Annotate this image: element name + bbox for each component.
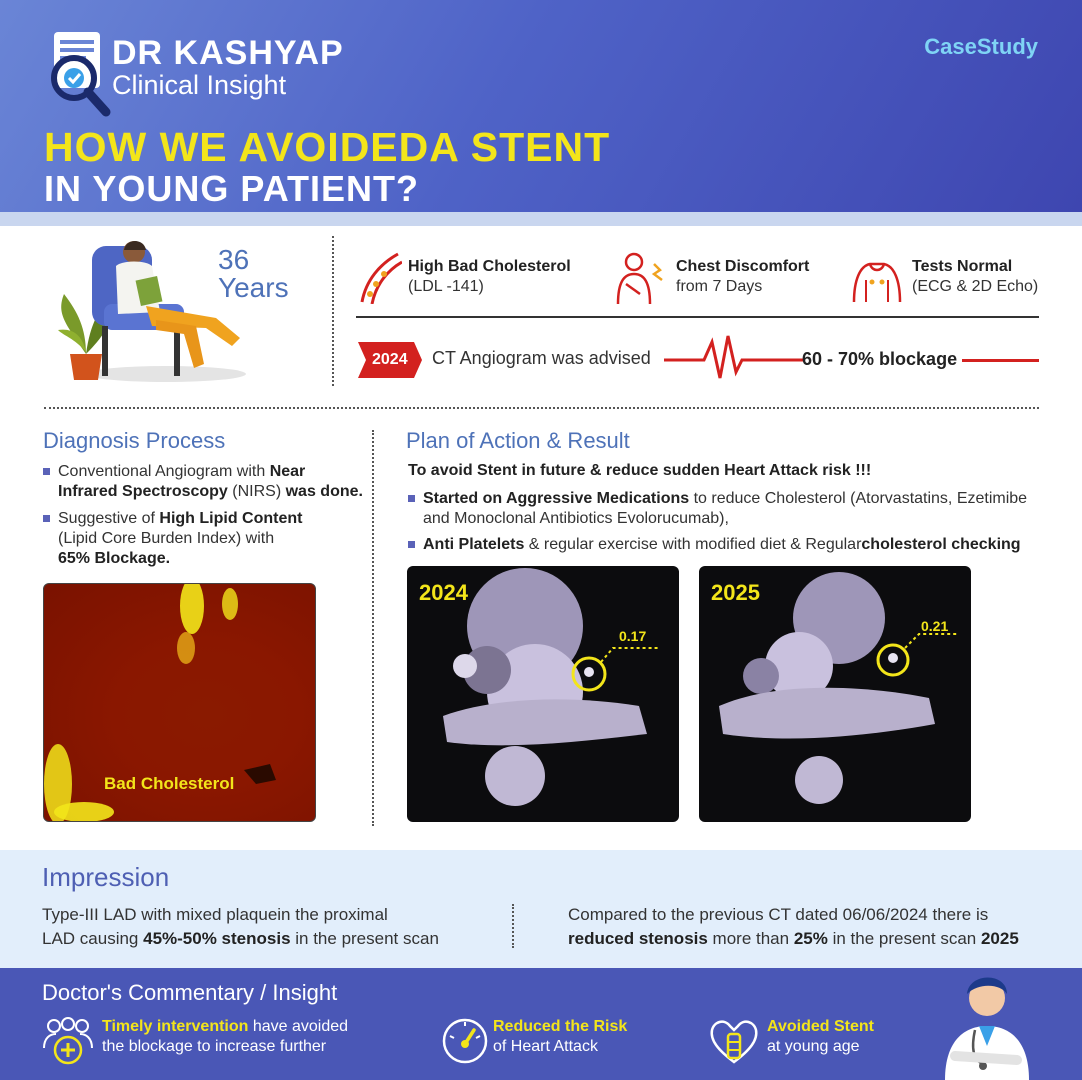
title-line-2: IN YOUNG PATIENT? bbox=[44, 168, 420, 209]
impression-left bbox=[42, 903, 439, 951]
gauge-icon bbox=[440, 1016, 490, 1066]
text-bold: Started on Aggressive Medications bbox=[423, 490, 690, 507]
commentary-line-2: of Heart Attack bbox=[493, 1038, 598, 1055]
document-magnifier-icon bbox=[44, 28, 122, 120]
commentary-line-2: at young age bbox=[767, 1038, 860, 1055]
scan-year: 2024 bbox=[419, 580, 468, 605]
nirs-image bbox=[43, 583, 316, 822]
diagnosis-heading: Diagnosis Process bbox=[43, 428, 226, 453]
impression-right bbox=[568, 903, 1019, 951]
text: LAD causing bbox=[42, 929, 144, 948]
title-line-1: HOW WE AVOIDEDA STENT bbox=[44, 124, 611, 170]
section-divider bbox=[44, 407, 1039, 409]
text: (Lipid Core Burden Index) with bbox=[58, 530, 275, 547]
text-bold: Anti Platelets bbox=[423, 536, 525, 553]
impression-divider bbox=[512, 904, 514, 948]
symptom-cholesterol bbox=[356, 250, 586, 306]
text: and Monoclonal Antibiotics Evolorucumab), bbox=[423, 510, 729, 527]
plan-heading: Plan of Action & Result bbox=[406, 428, 630, 453]
text-bold: Infrared Spectroscopy bbox=[58, 483, 228, 500]
ct-advice-text: CT Angiogram was advised bbox=[432, 348, 651, 368]
text-highlight: Timely intervention bbox=[102, 1018, 249, 1035]
commentary-line-2: the blockage to increase further bbox=[102, 1038, 327, 1055]
symptom-divider bbox=[356, 316, 1039, 318]
commentary-line-1: Avoided Stent bbox=[767, 1018, 874, 1035]
ecg-tail-line bbox=[962, 359, 1039, 362]
text-bold: High Lipid Content bbox=[159, 510, 303, 527]
commentary-item-1 bbox=[42, 1016, 372, 1066]
scan-value: 0.17 bbox=[619, 628, 647, 644]
plan-bullet-1 bbox=[423, 489, 1048, 529]
ct-scan-2024 bbox=[407, 566, 679, 822]
symptom-detail: (ECG & 2D Echo) bbox=[912, 278, 1039, 295]
team-medical-icon bbox=[42, 1016, 94, 1068]
text: Suggestive of bbox=[58, 510, 160, 527]
symptom-title: Chest Discomfort bbox=[676, 258, 810, 275]
plan-lead: To avoid Stent in future & reduce sudden Heart Attack risk !!! bbox=[408, 462, 872, 479]
nirs-label: Bad Cholesterol bbox=[104, 774, 235, 793]
text-bold: Near bbox=[269, 463, 306, 480]
patient-age-number: 36 bbox=[218, 244, 250, 275]
torso-icon bbox=[850, 250, 904, 304]
text: to reduce Cholesterol (Atorvastatins, Ezetimibe bbox=[689, 490, 1028, 507]
impression-heading: Impression bbox=[42, 862, 170, 892]
brand-subtitle: Clinical Insight bbox=[112, 70, 287, 100]
text: Type-III LAD with mixed plaquein the proximal bbox=[42, 905, 388, 924]
text: have avoided bbox=[248, 1018, 349, 1035]
artery-plaque-icon bbox=[356, 250, 402, 304]
ct-scan-2025 bbox=[699, 566, 971, 822]
text: Conventional Angiogram with bbox=[58, 463, 270, 480]
symptom-chest-discomfort bbox=[610, 250, 830, 306]
text: (NIRS) bbox=[227, 483, 286, 500]
text-bold: 45%-50% stenosis bbox=[143, 929, 291, 948]
plan-bullet-2 bbox=[423, 535, 1048, 555]
chest-pain-icon bbox=[610, 250, 666, 306]
ct-blockage-result: 60 - 70% blockage bbox=[802, 349, 958, 369]
symptom-detail: from 7 Days bbox=[676, 278, 763, 295]
text-bold: 2025 bbox=[980, 929, 1019, 948]
ecg-line-icon bbox=[664, 332, 804, 384]
scan-value: 0.21 bbox=[921, 618, 949, 634]
commentary-item-3 bbox=[708, 1016, 908, 1066]
symptom-title: Tests Normal bbox=[912, 258, 1013, 275]
text: more than bbox=[707, 929, 794, 948]
scan-year: 2025 bbox=[711, 580, 760, 605]
text-bold: 25% bbox=[793, 929, 828, 948]
text: Compared to the previous CT dated 06/06/2024 there is bbox=[568, 905, 989, 924]
ct-year-tag bbox=[358, 342, 422, 378]
symptom-title: High Bad Cholesterol bbox=[408, 258, 571, 275]
header-stripe bbox=[0, 212, 1082, 226]
text-bold: 65% Blockage. bbox=[58, 550, 171, 567]
heart-stent-icon bbox=[708, 1016, 760, 1068]
diagnosis-bullet-1 bbox=[58, 462, 368, 502]
text-bold: was done. bbox=[285, 483, 363, 500]
symptom-detail: (LDL -141) bbox=[408, 278, 484, 295]
case-study-tag: CaseStudy bbox=[924, 34, 1038, 59]
brand-name: DR KASHYAP bbox=[112, 34, 344, 72]
symptom-tests-normal bbox=[850, 250, 1050, 306]
ct-year: 2024 bbox=[372, 351, 408, 368]
diagnosis-bullet-2 bbox=[58, 509, 368, 569]
text-bold: reduced stenosis bbox=[568, 929, 708, 948]
diagnosis-plan-divider bbox=[372, 430, 374, 826]
text: in the present scan bbox=[290, 929, 439, 948]
text-bold: cholesterol checking bbox=[861, 536, 1021, 553]
text: in the present scan bbox=[827, 929, 981, 948]
commentary-item-2 bbox=[440, 1016, 660, 1066]
text: & regular exercise with modified diet & Regular bbox=[524, 536, 862, 553]
doctor-illustration bbox=[935, 968, 1035, 1080]
patient-age-unit: Years bbox=[218, 272, 289, 303]
commentary-line-1 bbox=[102, 1017, 348, 1037]
commentary-line-1: Reduced the Risk bbox=[493, 1018, 628, 1035]
patient-divider bbox=[332, 236, 334, 386]
commentary-heading: Doctor's Commentary / Insight bbox=[42, 980, 338, 1005]
